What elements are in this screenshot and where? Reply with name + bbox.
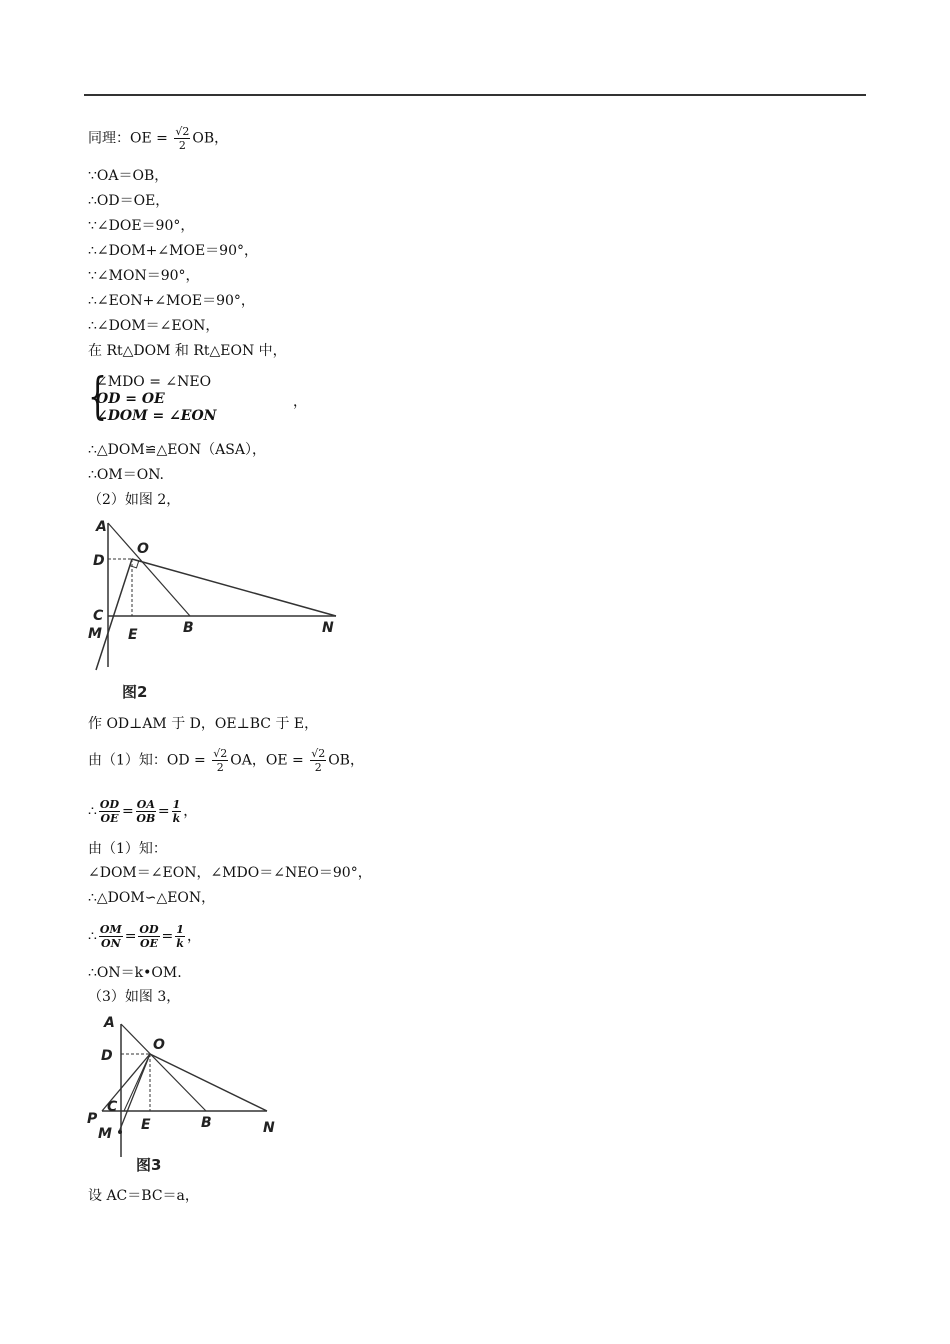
line-10: ∴△DOM≌△EON（ASA）， [88,442,266,458]
line-20: ∴ON＝k•OM. [88,965,182,981]
label-C: C [93,608,104,624]
fraction: $\frac{√2}{2}$ [175,125,190,152]
label-B: B [183,620,194,636]
figure-3 [84,1012,294,1177]
figure-caption: 图3 [136,1156,162,1174]
label-N: N [322,620,334,636]
line-22: 设 AC＝BC＝a， [88,1188,199,1204]
fraction: $\frac{√2}{2}$ [311,747,326,774]
line-16: 由（1）知： [88,841,167,857]
line-6: ∵∠MON＝90°， [88,268,200,284]
label-E: E [141,1117,151,1133]
line-12: （2）如图 2， [88,492,181,508]
label-C: C [107,1099,118,1115]
line-8: ∴∠DOM＝∠EON， [88,318,220,334]
system-line-1: ∠MDO = ∠NEO [96,374,212,390]
line-11: ∴OM＝ON. [88,467,165,483]
label-M: M [98,1126,112,1142]
system-line-3: ∠DOM = ∠EON [96,408,217,424]
line-5: ∴∠DOM+∠MOE＝90°， [88,243,258,259]
line-2: ∵OA＝OB， [88,168,169,184]
label-D: D [93,553,105,569]
line-18: ∴△DOM∽△EON， [88,890,216,906]
line-19: ∴ $\frac{OM}{ON}$ = $\frac{OD}{OE}$ = $\frac{1}{k}$ ， [88,923,201,950]
label-P: P [87,1111,98,1127]
label-D: D [101,1048,113,1064]
line-17: ∠DOM＝∠EON，∠MDO＝∠NEO＝90°， [88,865,372,881]
line-14: 由（1）知：OD = $\frac{√2}{2}$ OA，OE = $\frac{√2}{2}$ OB， [88,747,364,774]
label-O: O [137,541,149,557]
line-1: 同理：OE = $\frac{√2}{2}$ OB， [88,125,229,152]
label-A: A [96,519,107,535]
label-B: B [201,1115,212,1131]
label-O: O [153,1037,165,1053]
label-A: A [104,1015,115,1031]
fraction: $\frac{√2}{2}$ [213,747,228,774]
label-E: E [128,627,138,643]
label-N: N [263,1120,275,1136]
label-M: M [88,626,102,642]
left-brace: { [88,367,108,425]
line-4: ∵∠DOE＝90°， [88,218,195,234]
line-7: ∴∠EON+∠MOE＝90°， [88,293,255,309]
line-3: ∴OD＝OE， [88,193,170,209]
line-15: ∴ $\frac{OD}{OE}$ = $\frac{OA}{OB}$ = $\frac{1}{k}$ ， [88,798,198,825]
figure-2 [84,515,354,705]
line-9: 在 Rt△DOM 和 Rt△EON 中， [88,343,287,359]
system-line-2: OD = OE [96,391,165,407]
header-rule [84,94,866,96]
figure-caption: 图2 [122,683,148,701]
line-13: 作 OD⊥AM 于 D，OE⊥BC 于 E， [88,716,319,732]
line-21: （3）如图 3， [88,989,181,1005]
